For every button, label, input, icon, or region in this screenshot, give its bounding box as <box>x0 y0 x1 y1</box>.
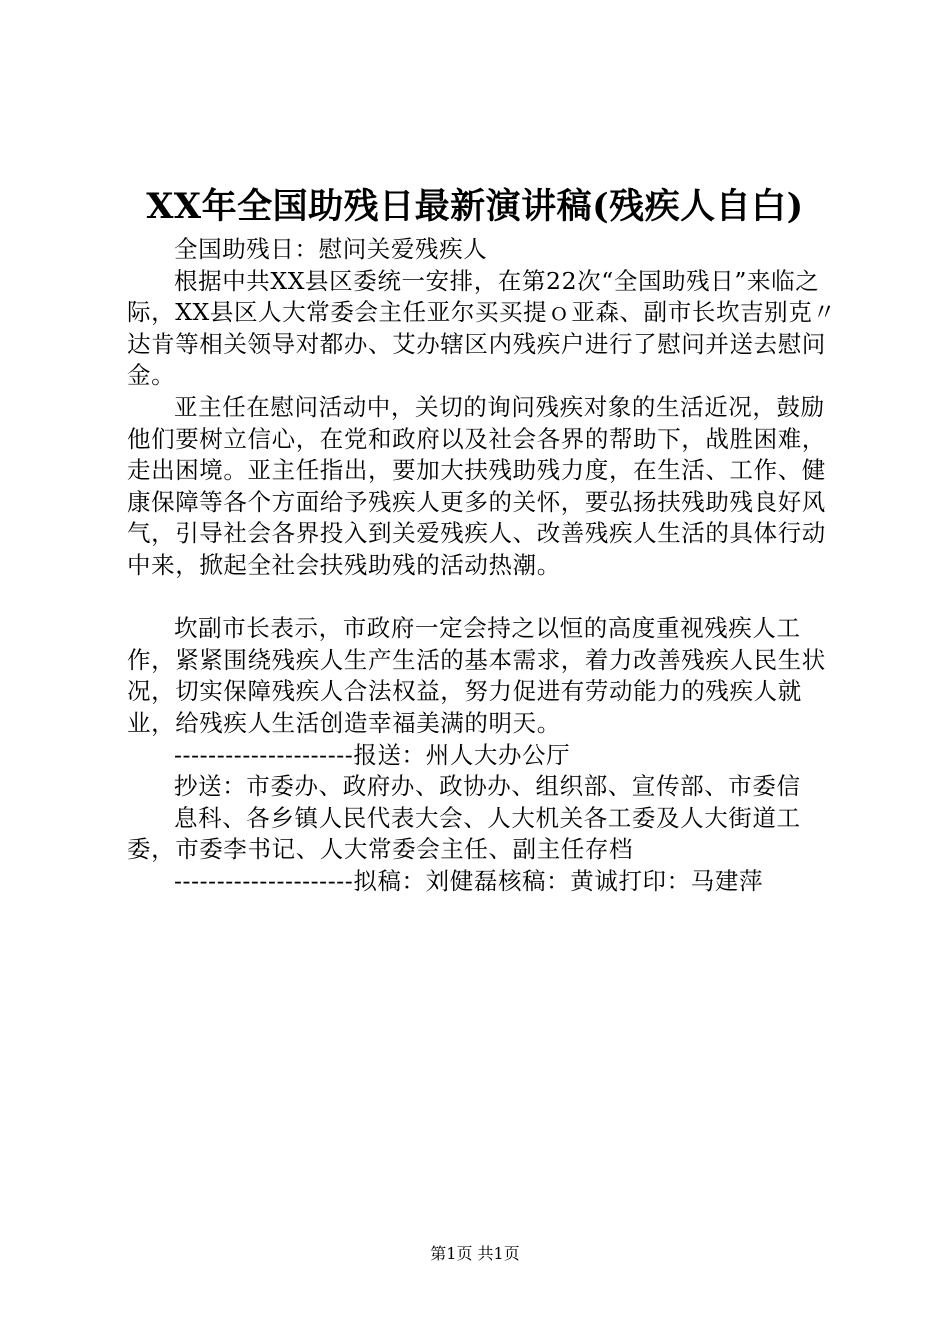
body-paragraph: 亚主任在慰问活动中，关切的询问残疾对象的生活近况，鼓励他们要树立信心，在党和政府以及社会各界的帮助下，战胜困难，走出困境。亚主任指出，要加大扶残助残力度，在生活、工作、健康保障等各个方面给予残疾人更多的关怀，要弘扬扶残助残良好风气，引导社会各界投入到关爱残疾人、改善残疾人生活的具体行动中来，掀起全社会扶残助残的活动热潮。 <box>127 392 826 579</box>
cc-line: 抄送：市委办、政府办、政协办、组织部、宣传部、市委信 <box>174 772 801 801</box>
report-line: ---------------------报送：州人大办公厅 <box>174 740 571 769</box>
drafting-line: ---------------------拟稿：刘健磊核稿：黄诚打印：马建萍 <box>174 866 764 895</box>
cc-continuation: 息科、各乡镇人民代表大会、人大机关各工委及人大街道工委，市委李书记、人大常委会主任、副主任存档 <box>127 803 801 864</box>
document-body <box>127 234 847 897</box>
page-number: 第1页 共1页 <box>430 1244 520 1263</box>
document-title: XX年全国助残日最新演讲稿(残疾人自白) <box>146 186 804 227</box>
subtitle-paragraph: 全国助残日：慰问关爱残疾人 <box>174 235 488 263</box>
paragraph-spacer <box>127 582 847 614</box>
body-paragraph: 坎副市长表示，市政府一定会持之以恒的高度重视残疾人工作，紧紧围绕残疾人生产生活的基本需求，着力改善残疾人民生状况，切实保障残疾人合法权益，努力促进有劳动能力的残疾人就业，给残疾人生活创造幸福美满的明天。 <box>127 614 826 737</box>
body-paragraph: 根据中共XX县区委统一安排，在第22次“全国助残日”来临之际，XX县区人大常委会主任亚尔买买提ｏ亚森、副市长坎吉别克〃达肯等相关领导对都办、艾办辖区内残疾户进行了慰问并送去慰问金。 <box>127 266 837 390</box>
